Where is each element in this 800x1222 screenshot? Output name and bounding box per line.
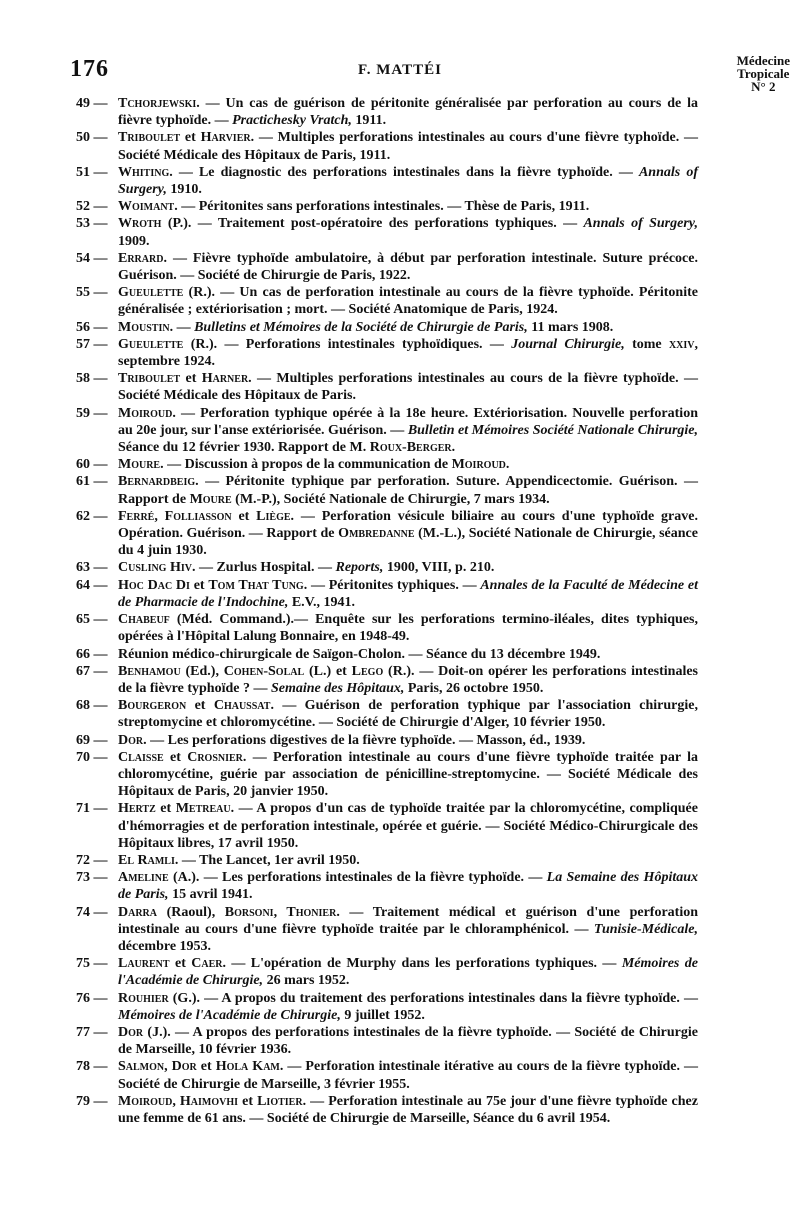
author-name: Hoc Dac Di xyxy=(118,577,190,593)
reference-fragment: . — Le diagnostic des perforations intestinales dans la fièvre typhoïde. — xyxy=(169,164,639,180)
reference-dash: — xyxy=(90,164,108,180)
author-name: Errard xyxy=(118,250,164,266)
reference-number-value: 71 xyxy=(76,801,90,817)
reference-dash: — xyxy=(90,749,108,765)
reference-text xyxy=(118,646,698,663)
reference-number xyxy=(76,577,118,594)
reference-fragment: . — Perforation typhique opérée à la 18e heure. Extériorisation. Nouvelle perforation au 20e jour, sur l'anse extériorisée. Guérison. — xyxy=(118,405,698,438)
reference-entry xyxy=(76,284,698,318)
reference-dash: — xyxy=(90,956,108,972)
reference-dash: — xyxy=(90,732,108,748)
reference-fragment: . — A propos d'un cas de typhoïde traitée par la chloromycétine, compliquée d'hémorragies et de perforation intestinale, opérée et guérie. — Société Médico-Chirurgicale des Hôpitaux libres, 17 avril 1950. xyxy=(118,801,698,851)
author-name: Moiroud, Haimovhi xyxy=(118,1093,239,1109)
reference-number-value: 72 xyxy=(76,852,90,868)
reference-number xyxy=(76,749,118,766)
reference-fragment: . — The Lancet, 1er avril 1950. xyxy=(174,852,360,868)
author-name: Caer xyxy=(191,956,223,972)
reference-text xyxy=(118,456,698,473)
reference-number-value: 56 xyxy=(76,319,90,335)
reference-text xyxy=(118,284,698,318)
reference-fragment: et xyxy=(238,1093,258,1109)
reference-text xyxy=(118,336,698,370)
reference-dash: — xyxy=(90,96,108,111)
reference-fragment: Paris, 26 octobre 1950. xyxy=(404,680,544,696)
reference-number xyxy=(76,164,118,181)
author-name: Ameline xyxy=(118,870,169,886)
reference-text xyxy=(118,508,698,560)
journal-line: Tropicale xyxy=(737,66,790,81)
reference-dash: — xyxy=(90,698,108,714)
reference-fragment: 1910. xyxy=(166,182,202,198)
reference-dash: — xyxy=(90,130,108,146)
reference-fragment: Séance du 12 février 1930. Rapport de M. xyxy=(118,440,370,456)
author-name: Hertz xyxy=(118,801,156,817)
publication-title: Semaine des Hôpitaux, xyxy=(270,680,405,696)
reference-dash: — xyxy=(90,560,108,576)
reference-entry xyxy=(76,646,698,663)
page-number: 176 xyxy=(70,56,109,82)
author-name: El Ramli xyxy=(118,852,175,868)
author-name: xxiv xyxy=(668,336,695,352)
author-name: Chabeuf xyxy=(118,612,170,628)
reference-number xyxy=(76,405,118,422)
reference-fragment: décembre 1953. xyxy=(118,938,212,954)
reference-text xyxy=(118,904,698,956)
author-name: Harvier xyxy=(200,130,251,146)
publication-title: Bulletins et Mémoires de la Société de Chirurgie de Paris, xyxy=(194,319,528,335)
reference-entry xyxy=(76,1093,698,1127)
reference-fragment: . — Discussion à propos de la communication de xyxy=(160,457,452,473)
reference-entry xyxy=(76,370,698,404)
reference-number-value: 52 xyxy=(76,199,90,215)
author-name: Triboulet xyxy=(118,130,181,146)
reference-fragment: 1911. xyxy=(351,113,387,129)
reference-number-value: 73 xyxy=(76,870,90,886)
journal-issue: N° 2 xyxy=(751,79,776,94)
publication-title: La Semaine des Hôpitaux de Paris, xyxy=(118,870,699,903)
reference-entry xyxy=(76,456,698,473)
reference-entry xyxy=(76,95,698,129)
reference-number xyxy=(76,284,118,301)
reference-number xyxy=(76,473,118,490)
author-name: Crosnier xyxy=(187,749,243,765)
author-name: Bernardbeig xyxy=(118,474,196,490)
reference-text xyxy=(118,577,698,611)
reference-number xyxy=(76,370,118,387)
reference-fragment: (G.). — A propos du traitement des perforations intestinales dans la fièvre typhoïde. — xyxy=(168,990,698,1006)
reference-number xyxy=(76,646,118,663)
publication-title: Journal Chirurgie, xyxy=(511,336,625,352)
reference-fragment: et xyxy=(163,749,188,765)
author-name: Tchorjewski xyxy=(118,96,197,111)
reference-entry xyxy=(76,852,698,869)
reference-fragment: . — Perforation intestinale au 75e jour d'une fièvre typhoïde chez une femme de 61 ans. — Société de Chirurgie de Marseille, Séance du 6 avril 1954. xyxy=(118,1093,698,1126)
reference-fragment: Réunion médico-chirurgicale de Saïgon-Cholon. — Séance du 13 décembre 1949. xyxy=(118,646,601,662)
reference-number xyxy=(76,990,118,1007)
reference-number-value: 78 xyxy=(76,1059,90,1075)
reference-fragment: . — Fièvre typhoïde ambulatoire, à début par perforation intestinale. Suture précoce. Guérison. — Société de Chirurgie de Paris, 1922. xyxy=(118,250,698,284)
reference-fragment: . — Traitement médical et guérison d'une perforation intestinale au cours d'une fièvre typhoïde traitée par le chloramphénicol. — xyxy=(118,904,699,937)
reference-number xyxy=(76,611,118,628)
reference-fragment: (Méd. Command.).— Enquête sur les perforations termino-iléales, dites typhiques, opérées à l'Hôpital Lalung Bonnaire, en 1948-49. xyxy=(118,612,698,645)
author-name: Rouhier xyxy=(118,990,169,1006)
reference-fragment: . — Multiples perforations intestinales au cours d'une fièvre typhoïde. — Société Médicale des Hôpitaux de Paris, 1911. xyxy=(118,130,698,163)
reference-entry xyxy=(76,663,698,697)
reference-number-value: 58 xyxy=(76,371,90,387)
author-name: Moure xyxy=(118,457,161,473)
reference-fragment: . — Péritonite typhique par perforation. Suture. Appendicectomie. Guérison. — Rapport de xyxy=(118,474,698,507)
reference-number xyxy=(76,955,118,972)
reference-text xyxy=(118,955,698,989)
reference-number-value: 65 xyxy=(76,612,90,628)
reference-number-value: 63 xyxy=(76,560,90,576)
running-title: F. MATTÉI xyxy=(357,62,442,78)
reference-entry xyxy=(76,129,698,163)
reference-fragment: tome xyxy=(624,336,669,352)
reference-dash: — xyxy=(90,1093,108,1109)
reference-number-value: 77 xyxy=(76,1024,90,1040)
reference-fragment: . xyxy=(505,457,510,473)
reference-entry xyxy=(76,559,698,576)
author-name: Moiroud xyxy=(451,457,506,473)
reference-number-value: 69 xyxy=(76,732,90,748)
reference-fragment: (A.). — Les perforations intestinales de la fièvre typhoïde. — xyxy=(168,870,547,886)
reference-fragment: (M.-L.), Société Nationale de Chirurgie, séance du 4 juin 1930. xyxy=(118,526,698,559)
reference-number xyxy=(76,559,118,576)
author-name: Chaussat xyxy=(213,698,271,714)
reference-number-value: 50 xyxy=(76,130,90,146)
reference-number-value: 74 xyxy=(76,904,90,920)
reference-number xyxy=(76,697,118,714)
reference-number-value: 79 xyxy=(76,1093,90,1109)
author-name: Triboulet xyxy=(118,371,181,387)
reference-number xyxy=(76,800,118,817)
reference-fragment: et xyxy=(189,577,209,593)
reference-text xyxy=(118,250,698,284)
reference-dash: — xyxy=(90,474,108,490)
reference-entry xyxy=(76,250,698,284)
reference-entry xyxy=(76,955,698,989)
reference-number xyxy=(76,1093,118,1110)
reference-fragment: 26 mars 1952. xyxy=(263,973,350,989)
reference-text xyxy=(118,1093,698,1127)
reference-text xyxy=(118,1058,698,1092)
reference-fragment: et xyxy=(231,508,257,524)
reference-number xyxy=(76,129,118,146)
reference-fragment: . — Péritonites sans perforations intestinales. — Thèse de Paris, 1911. xyxy=(174,199,590,215)
reference-number xyxy=(76,95,118,112)
reference-entry xyxy=(76,405,698,457)
reference-number-value: 51 xyxy=(76,164,90,180)
reference-number xyxy=(76,1058,118,1075)
reference-text xyxy=(118,800,698,852)
reference-dash: — xyxy=(90,336,108,352)
reference-number xyxy=(76,250,118,267)
reference-entry xyxy=(76,697,698,731)
reference-text xyxy=(118,215,698,249)
reference-fragment: . — L'opération de Murphy dans les perforations typhiques. — xyxy=(222,956,622,972)
reference-fragment: . — Multiples perforations intestinales au cours de la fièvre typhoïde. — Société Médicale des Hôpitaux de Paris. xyxy=(118,371,698,404)
reference-text xyxy=(118,852,698,869)
journal-line: Médecine xyxy=(736,53,790,68)
reference-entry xyxy=(76,1024,698,1058)
author-name: Wroth xyxy=(118,216,162,232)
reference-dash: — xyxy=(90,405,108,421)
reference-fragment: . — Guérison de perforation typhique par l'association chirurgie, streptomycine et chloromycétine. — Société de Chirurgie d'Alger, 10 février 1950. xyxy=(118,698,698,731)
author-name: Bourgeron xyxy=(118,698,187,714)
reference-dash: — xyxy=(90,663,108,679)
reference-dash: — xyxy=(90,216,108,232)
reference-fragment: , septembre 1924. xyxy=(118,336,698,370)
reference-number xyxy=(76,663,118,680)
reference-fragment: . — Perforation vésicule biliaire au cours d'une typhoïde grave. Opération. Guérison. — Rapport de xyxy=(118,508,698,542)
reference-number-value: 61 xyxy=(76,474,90,490)
reference-number-value: 67 xyxy=(76,663,90,679)
reference-fragment: (L.) et xyxy=(304,663,352,679)
reference-number-value: 60 xyxy=(76,457,90,473)
reference-text xyxy=(118,1024,698,1058)
reference-text xyxy=(118,869,698,903)
publication-title: Practichesky Vratch, xyxy=(232,113,352,129)
reference-fragment: et xyxy=(186,698,214,714)
reference-text xyxy=(118,164,698,198)
reference-fragment: 9 juillet 1952. xyxy=(340,1007,425,1023)
author-name: Harner xyxy=(201,371,249,387)
reference-number xyxy=(76,508,118,525)
reference-dash: — xyxy=(90,1059,108,1075)
reference-fragment: et xyxy=(169,956,192,972)
reference-number xyxy=(76,869,118,886)
reference-fragment: 1909. xyxy=(118,233,150,249)
reference-entry xyxy=(76,508,698,560)
reference-entry xyxy=(76,732,698,749)
reference-fragment: (J.). — A propos des perforations intestinales de la fièvre typhoïde. — Société de Chirurgie de Marseille, 10 février 1936. xyxy=(118,1024,698,1058)
reference-dash: — xyxy=(90,612,108,628)
reference-number-value: 59 xyxy=(76,405,90,421)
author-name: Liège xyxy=(256,508,291,524)
author-name: Lego xyxy=(351,663,384,679)
author-name: Whiting xyxy=(118,164,170,180)
reference-fragment: et xyxy=(155,801,176,817)
reference-fragment: (R.). — Un cas de perforation intestinale au cours de la fièvre typhoïde. Péritonite généralisée ; extériorisation ; mort. — Société Anatomique de Paris, 1924. xyxy=(118,285,698,318)
reference-fragment: . — Un cas de guérison de péritonite généralisée par perforation au cours de la fièvre typhoïde. — xyxy=(118,96,698,129)
reference-dash: — xyxy=(90,371,108,387)
reference-number-value: 49 xyxy=(76,96,90,111)
reference-fragment: 11 mars 1908. xyxy=(527,319,614,335)
author-name: Dor xyxy=(118,1024,144,1040)
reference-fragment: 15 avril 1941. xyxy=(168,887,253,903)
reference-dash: — xyxy=(90,904,108,920)
author-name: Dor xyxy=(118,732,144,748)
author-name: Roux-Berger xyxy=(369,440,452,456)
reference-fragment: et xyxy=(196,1059,216,1075)
reference-text xyxy=(118,198,698,215)
author-name: Cohen-Solal xyxy=(223,663,305,679)
reference-text xyxy=(118,749,698,801)
author-name: Cusling Hiv xyxy=(118,560,192,576)
reference-fragment: . — xyxy=(169,319,195,335)
reference-number xyxy=(76,198,118,215)
author-name: Ferré, Folliasson xyxy=(118,508,232,524)
publication-title: Reports, xyxy=(335,560,384,576)
reference-number xyxy=(76,732,118,749)
reference-text xyxy=(118,697,698,731)
publication-title: Annales de la Faculté de Médecine et de Pharmacie de l'Indochine, xyxy=(118,577,698,610)
reference-fragment: . — Les perforations digestives de la fièvre typhoïde. — Masson, éd., 1939. xyxy=(143,732,586,748)
reference-number-value: 70 xyxy=(76,749,90,765)
reference-entry xyxy=(76,164,698,198)
reference-dash: — xyxy=(90,457,108,473)
publication-title: Tunisie-Médicale, xyxy=(593,921,698,937)
publication-title: Mémoires de l'Académie de Chirurgie, xyxy=(118,956,698,989)
reference-text xyxy=(118,95,698,129)
reference-entry xyxy=(76,336,698,370)
reference-list xyxy=(76,95,698,1127)
reference-dash: — xyxy=(90,801,108,817)
reference-dash: — xyxy=(90,508,108,524)
publication-title: Annals of Surgery, xyxy=(118,164,698,198)
journal-name xyxy=(737,54,790,93)
reference-entry xyxy=(76,577,698,611)
reference-entry xyxy=(76,198,698,215)
author-name: Moiroud xyxy=(118,405,173,421)
reference-entry xyxy=(76,473,698,507)
reference-dash: — xyxy=(90,250,108,266)
reference-entry xyxy=(76,869,698,903)
author-name: Benhamou xyxy=(118,663,181,679)
reference-text xyxy=(118,319,698,336)
author-name: Laurent xyxy=(118,956,170,972)
author-name: Woimant xyxy=(118,199,175,215)
reference-text xyxy=(118,405,698,457)
author-name: Ombredanne xyxy=(338,526,415,542)
reference-number-value: 64 xyxy=(76,577,90,593)
reference-number xyxy=(76,215,118,232)
author-name: Tom That Tung xyxy=(208,577,304,593)
publication-title: Bulletin et Mémoires Société Nationale Chirurgie, xyxy=(407,422,699,438)
reference-dash: — xyxy=(90,990,108,1006)
reference-number-value: 62 xyxy=(76,508,90,524)
reference-dash: — xyxy=(90,646,108,662)
reference-fragment: E.V., 1941. xyxy=(288,594,355,610)
publication-title: Mémoires de l'Académie de Chirurgie, xyxy=(118,1007,341,1023)
author-name: Hola Kam xyxy=(215,1059,280,1075)
author-name: Moure xyxy=(189,491,232,507)
reference-number-value: 75 xyxy=(76,956,90,972)
reference-fragment: . xyxy=(451,440,456,456)
reference-entry xyxy=(76,990,698,1024)
reference-fragment: (M.-P.), Société Nationale de Chirurgie, 7 mars 1934. xyxy=(231,491,550,507)
reference-dash: — xyxy=(90,1024,108,1040)
reference-text xyxy=(118,732,698,749)
reference-entry xyxy=(76,904,698,956)
reference-number xyxy=(76,336,118,353)
reference-text xyxy=(118,473,698,507)
reference-entry xyxy=(76,800,698,852)
reference-number xyxy=(76,1024,118,1041)
author-name: Salmon, Dor xyxy=(118,1059,197,1075)
reference-fragment: 1900, VIII, p. 210. xyxy=(383,560,495,576)
reference-number-value: 68 xyxy=(76,698,90,714)
reference-dash: — xyxy=(90,285,108,301)
author-name: Metreau xyxy=(175,801,231,817)
reference-text xyxy=(118,663,698,697)
reference-fragment: . — Perforation intestinale itérative au cours de la fièvre typhoïde. — Société de Chirurgie de Marseille, 3 février 1955. xyxy=(118,1059,698,1092)
reference-dash: — xyxy=(90,319,108,335)
reference-number-value: 54 xyxy=(76,250,90,266)
reference-number-value: 76 xyxy=(76,990,90,1006)
reference-fragment: . — Péritonites typhiques. — xyxy=(303,577,481,593)
reference-entry xyxy=(76,319,698,336)
reference-number-value: 55 xyxy=(76,285,90,301)
author-name: Darra xyxy=(118,904,157,920)
reference-text xyxy=(118,370,698,404)
author-name: Borsoni, Thonier xyxy=(224,904,337,920)
reference-number-value: 66 xyxy=(76,646,90,662)
reference-number-value: 53 xyxy=(76,216,90,232)
reference-fragment: (R.). — Perforations intestinales typhoïdiques. — xyxy=(183,336,512,352)
reference-number xyxy=(76,904,118,921)
reference-number xyxy=(76,319,118,336)
reference-fragment: (R.). — Doit-on opérer les perforations intestinales de la fièvre typhoïde ? — xyxy=(118,663,699,696)
reference-entry xyxy=(76,215,698,249)
reference-text xyxy=(118,559,698,576)
reference-fragment: et xyxy=(180,371,202,387)
reference-fragment: . — Zurlus Hospital. — xyxy=(191,560,336,576)
reference-fragment: (P.). — Traitement post-opératoire des perforations typhiques. — xyxy=(161,216,584,232)
author-name: Gueulette xyxy=(118,285,184,301)
author-name: Claisse xyxy=(118,749,164,765)
reference-number xyxy=(76,456,118,473)
reference-dash: — xyxy=(90,852,108,868)
author-name: Gueulette xyxy=(118,336,184,352)
reference-fragment: (Raoul), xyxy=(157,904,225,920)
author-name: Liotier xyxy=(257,1093,303,1109)
author-name: Moustin xyxy=(118,319,170,335)
reference-text xyxy=(118,129,698,163)
reference-number xyxy=(76,852,118,869)
reference-fragment: (Ed.), xyxy=(180,663,224,679)
reference-fragment: et xyxy=(180,130,201,146)
reference-dash: — xyxy=(90,199,108,215)
reference-dash: — xyxy=(90,577,108,593)
publication-title: Annals of Surgery, xyxy=(583,216,698,232)
reference-number-value: 57 xyxy=(76,336,90,352)
reference-dash: — xyxy=(90,870,108,886)
reference-fragment: . — Perforation intestinale au cours d'une fièvre typhoïde traitée par la chloromycétine, guérie par association de pénicilline-streptomycine. — Société Médicale des Hôpitaux de Paris, 20 janvier 1950. xyxy=(118,749,698,800)
reference-entry xyxy=(76,611,698,645)
reference-entry xyxy=(76,1058,698,1092)
reference-entry xyxy=(76,749,698,801)
reference-text xyxy=(118,611,698,645)
reference-text xyxy=(118,990,698,1024)
